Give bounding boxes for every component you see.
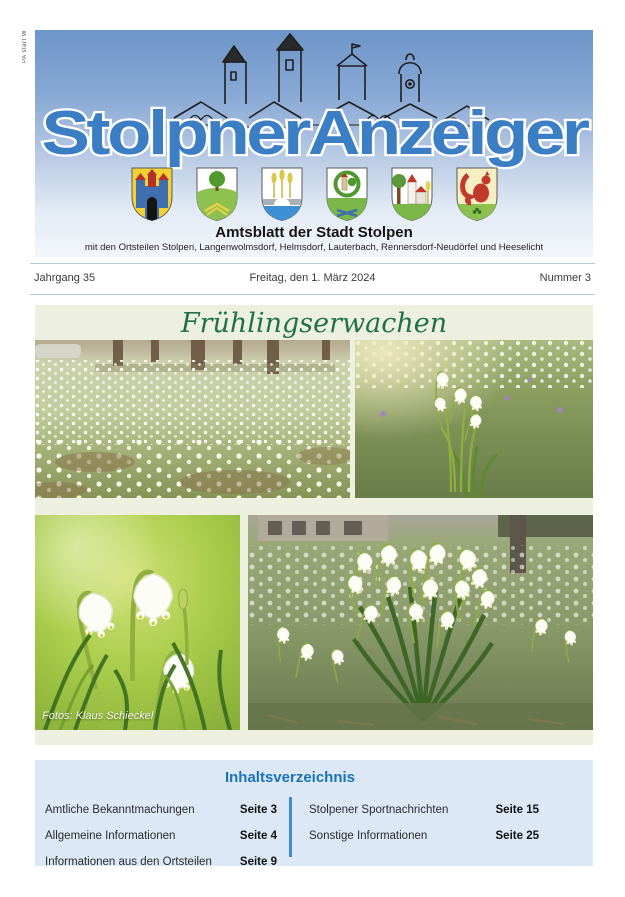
toc-entry-label: Stolpener Sportnachrichten <box>309 804 449 816</box>
crest-church-tree-icon <box>390 166 434 222</box>
crest-wreath-tower-icon <box>325 166 369 222</box>
toc-entry-page: Seite 4 <box>239 830 277 842</box>
feature-section <box>35 305 593 745</box>
crest-wheat-bridge-icon <box>260 166 304 222</box>
coat-of-arms-row <box>35 166 593 222</box>
crest-castle-icon <box>130 166 174 222</box>
photo-snowflake-clump-park <box>248 515 593 730</box>
masthead <box>35 30 593 257</box>
crest-tree-hill-icon <box>195 166 239 222</box>
toc-entry <box>309 829 539 843</box>
issue-line <box>30 263 595 295</box>
volume-label: Jahrgang 35 <box>34 272 96 284</box>
toc-entry-label: Allgemeine Informationen <box>45 830 176 842</box>
crest-squirrel-icon <box>455 166 499 222</box>
table-of-contents <box>35 760 593 866</box>
toc-entry-page: Seite 25 <box>495 830 539 842</box>
photo-snowflake-macro <box>35 515 240 730</box>
page-title <box>35 90 593 174</box>
printer-mark: PA start W <box>22 30 28 63</box>
toc-entry <box>45 829 277 843</box>
photo-credit: Fotos: Klaus Schieckel <box>42 710 154 722</box>
toc-entry-page: Seite 15 <box>495 804 539 816</box>
svg-text:StolpnerAnzeiger: StolpnerAnzeiger <box>41 99 590 168</box>
toc-entry-page: Seite 9 <box>239 856 277 868</box>
toc-entry <box>309 803 539 817</box>
toc-entry <box>45 855 277 869</box>
toc-column-left <box>45 791 277 869</box>
toc-entry-page: Seite 3 <box>239 804 277 816</box>
photo-snowflake-meadow-under-trees <box>35 340 350 498</box>
toc-column-right <box>309 791 539 843</box>
toc-title: Inhaltsverzeichnis <box>224 769 356 786</box>
toc-entry-label: Informationen aus den Ortsteilen <box>45 856 212 868</box>
photo-snowflake-cluster-meadow <box>355 340 593 498</box>
toc-entry-label: Amtliche Bekanntmachungen <box>45 804 195 816</box>
issue-number: Nummer 3 <box>539 272 591 284</box>
issue-date: Freitag, den 1. März 2024 <box>249 272 376 284</box>
toc-entry-label: Sonstige Informationen <box>309 830 428 842</box>
toc-entry <box>45 803 277 817</box>
toc-divider <box>289 797 292 857</box>
feature-headline: Frühlingserwachen <box>180 308 448 339</box>
districts-line: mit den Ortsteilen Stolpen, Langenwolmsdorf, Helmsdorf, Lauterbach, Rennersdorf-Neudörfel und Heeselicht <box>84 242 544 253</box>
org-title: Amtsblatt der Stadt Stolpen <box>215 224 413 241</box>
